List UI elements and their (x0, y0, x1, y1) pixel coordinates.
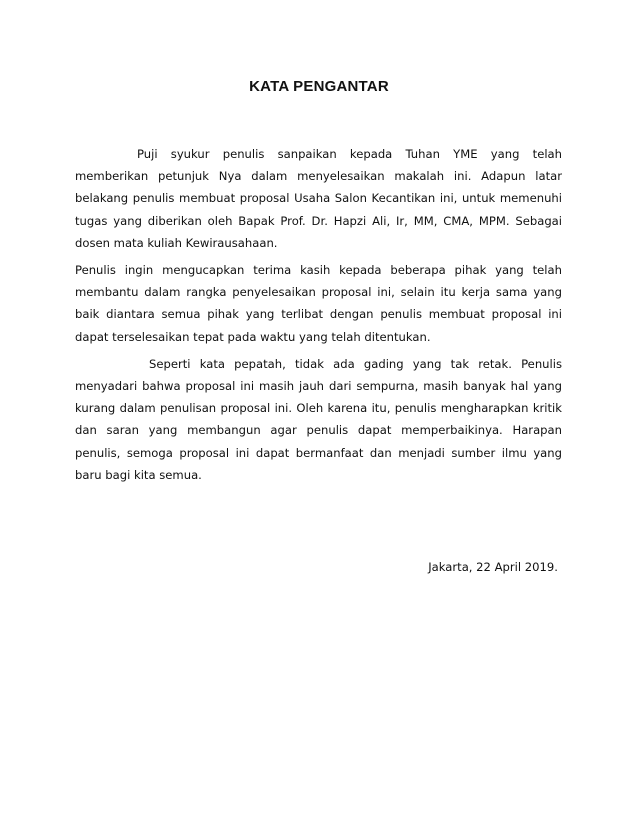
page-title: KATA PENGANTAR (249, 78, 389, 95)
paragraph-thanks: Penulis ingin mengucapkan terima kasih kepada beberapa pihak yang telah membantu dalam rangka penyelesaikan proposal ini, selain itu kerja sama yang baik diantara semua pihak yang terlibat dengan penulis membuat proposal ini dapat terselesaikan tepat pada waktu yang telah ditentukan. (75, 263, 562, 344)
paragraph-acknowledgement-intro: Puji syukur penulis sanpaikan kepada Tuhan YME yang telah memberikan petunjuk Nya dalam menyelesaikan makalah ini. Adapun latar belakang penulis membuat proposal Usaha Salon Kecantikan ini, untuk memenuhi tugas yang diberikan oleh Bapak Prof. Dr. Hapzi Ali, Ir, MM, CMA, MPM. Sebagai dosen mata kuliah Kewirausahaan. (75, 147, 562, 250)
place-date: Jakarta, 22 April 2019. (428, 560, 558, 574)
paragraph-closing: Seperti kata pepatah, tidak ada gading yang tak retak. Penulis menyadari bahwa proposal ini masih jauh dari sempurna, masih banyak hal yang kurang dalam penulisan proposal ini. Oleh karena itu, penulis mengharapkan kritik dan saran yang membangun agar penulis dapat memperbaikinya. Harapan penulis, semoga proposal ini dapat bermanfaat dan menjadi sumber ilmu yang baru bagi kita semua. (75, 356, 562, 482)
document-body (75, 143, 562, 486)
